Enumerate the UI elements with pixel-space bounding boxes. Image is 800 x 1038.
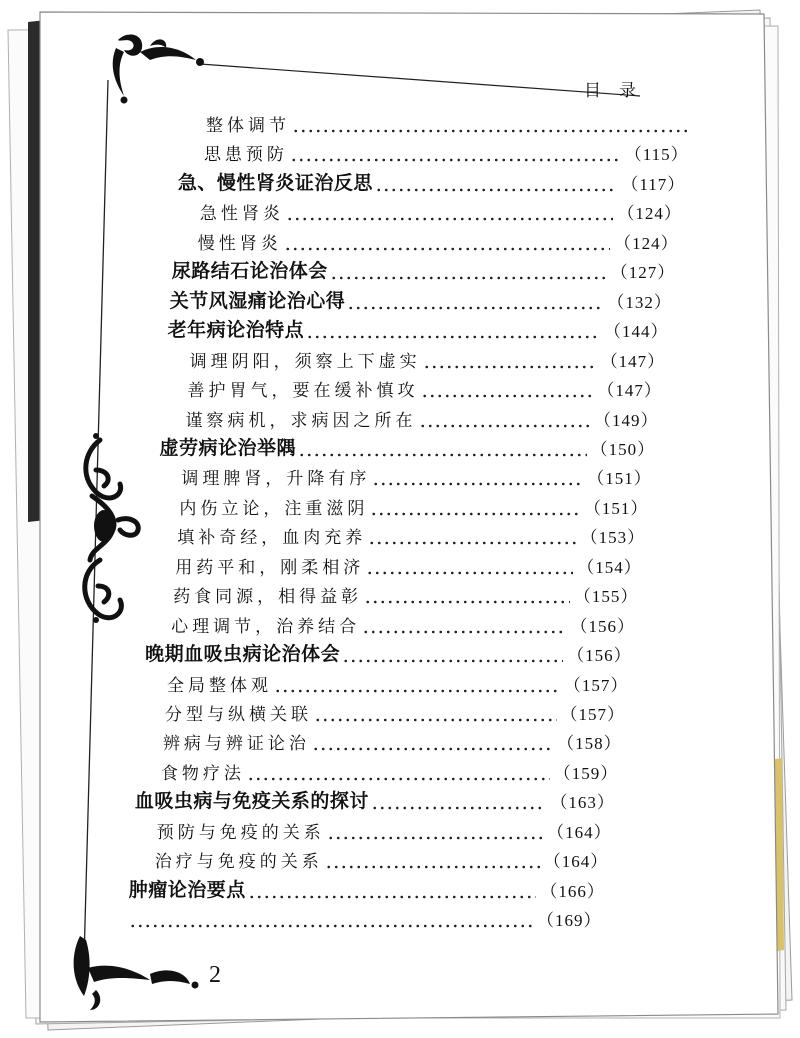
page-number: 2 [209, 962, 221, 988]
leader-dots [362, 609, 566, 637]
toc-row [190, 344, 666, 372]
toc-page-number: （147） [600, 351, 666, 371]
toc-page-number: （158） [557, 734, 622, 754]
toc-page-number: （124） [617, 204, 682, 224]
toc-entry-title: 用药平和，刚柔相济 [175, 557, 365, 578]
toc-entry-title: 血吸虫病与免疫关系的探讨 [134, 790, 369, 813]
toc-entry-title: 调理脾肾，升降有序 [181, 469, 371, 490]
toc-row [172, 255, 676, 283]
toc-row [188, 373, 662, 401]
toc-page-number: （127） [610, 263, 676, 283]
toc-page-number: （154） [577, 557, 642, 577]
toc-page-number: （155） [573, 587, 639, 607]
leader-dots [292, 108, 688, 136]
toc-entry-title: 整体调节 [206, 116, 290, 136]
toc-page-number: （151） [583, 498, 649, 518]
toc-page-number: （132） [607, 292, 672, 312]
toc-row [198, 226, 679, 254]
leader-dots [370, 491, 580, 519]
leader-dots [419, 403, 591, 431]
toc-entry-title: 全局整体观 [167, 675, 273, 696]
toc-entry-title: 内伤立论，注重滋阴 [179, 498, 369, 519]
toc-row [161, 756, 618, 784]
toc-entry-title: 调理阴阳，须察上下虚实 [189, 351, 421, 372]
toc-row [165, 697, 625, 725]
toc-row [127, 903, 602, 931]
toc-entry-title: 思患预防 [203, 145, 288, 166]
leader-dots [290, 137, 621, 165]
leader-dots [274, 668, 560, 696]
toc-entry-title: 分型与纵横关联 [165, 705, 312, 725]
leader-dots [314, 697, 557, 725]
toc-row [159, 432, 655, 460]
toc-entry-title: 心理调节，治养结合 [171, 616, 361, 637]
leader-dots [368, 520, 576, 548]
leader-dots [342, 638, 563, 666]
toc-entry-title: 肿瘤论治要点 [128, 878, 246, 901]
toc-entry-title: 辨病与辨证论治 [162, 734, 310, 755]
toc-entry-title: 善护胃气，要在缓补慎攻 [187, 381, 419, 402]
toc-entry-title: 填补奇经，血肉充养 [177, 528, 367, 549]
toc-entry-title: 食物疗法 [160, 763, 245, 784]
toc-row [168, 314, 669, 342]
toc-row [170, 285, 672, 313]
toc-row [155, 844, 609, 872]
toc-page-number: （151） [587, 469, 652, 489]
leader-dots [247, 756, 550, 784]
leader-dots [364, 579, 570, 607]
toc-row [178, 167, 685, 195]
leader-dots [286, 196, 614, 224]
toc-entry-title: 急性肾炎 [199, 204, 284, 225]
toc-page-number: （124） [614, 233, 679, 253]
toc-entry-title: 治疗与免疫的关系 [154, 852, 323, 873]
leader-dots [312, 726, 553, 754]
toc-row [181, 461, 651, 489]
toc-row [135, 785, 615, 813]
toc-row [206, 108, 692, 136]
toc-page-number: （115） [624, 145, 689, 165]
toc-page-number: （159） [553, 763, 619, 783]
toc-row [145, 638, 632, 666]
toc-row [129, 874, 605, 902]
toc-page-number: （156） [570, 616, 636, 636]
toc-page-number: （144） [604, 322, 669, 342]
toc-page-number: （117） [621, 174, 686, 194]
leader-dots [371, 785, 547, 813]
leader-dots [347, 285, 603, 313]
toc-entry-title: 谨察病机，求病因之所在 [185, 410, 417, 431]
leader-dots [423, 344, 597, 372]
toc-page-number: （147） [597, 381, 662, 401]
toc-page-number: （163） [550, 793, 615, 813]
leader-dots [129, 903, 533, 931]
toc-row [171, 609, 635, 637]
toc-page-number: （153） [580, 528, 646, 548]
toc-row [186, 403, 659, 431]
toc-entry-title: 老年病论治特点 [167, 319, 305, 342]
leader-dots [375, 167, 618, 195]
toc-row [204, 137, 689, 165]
header-title: 目录 [584, 81, 654, 101]
toc-page-number: （157） [563, 675, 629, 695]
toc-row [179, 491, 648, 519]
toc-entry-title: 预防与免疫的关系 [156, 822, 325, 843]
leader-dots [330, 255, 607, 283]
toc-entry-title: 尿路结石论治体会 [171, 260, 328, 283]
toc-entry-title: 慢性肾炎 [197, 233, 282, 254]
leader-dots [306, 314, 600, 342]
toc-page-number: （166） [540, 881, 605, 901]
toc-entry-title: 虚劳病论治举隅 [159, 436, 296, 459]
leader-dots [284, 226, 610, 254]
toc-page-number: （169） [537, 911, 602, 931]
toc-row [163, 726, 622, 754]
toc-entry-title: 药食同源，相得益彰 [173, 587, 363, 608]
toc-page-number: （149） [594, 410, 659, 430]
toc-page-number: （157） [560, 705, 625, 724]
toc-page-number: （164） [543, 852, 609, 872]
toc-row [157, 815, 612, 843]
leader-dots [421, 373, 594, 401]
toc-entry-title: 晚期血吸虫病论治体会 [145, 643, 341, 666]
toc-entry-title: 关节风湿痛论治心得 [169, 289, 346, 312]
toc-page-number: （156） [567, 646, 632, 666]
leader-dots [298, 432, 587, 460]
toc-page-number: （150） [590, 439, 656, 459]
toc-row [177, 520, 645, 548]
leader-dots [372, 461, 583, 489]
toc-row [175, 550, 642, 578]
leader-dots [327, 815, 543, 843]
toc-row [200, 196, 682, 224]
toc-entry-title: 急、慢性肾炎证治反思 [177, 171, 373, 194]
leader-dots [248, 874, 537, 902]
toc-row [167, 668, 628, 696]
leader-dots [325, 844, 540, 872]
toc-page-number: （164） [547, 822, 612, 842]
toc-row [173, 579, 638, 607]
leader-dots [366, 550, 573, 578]
